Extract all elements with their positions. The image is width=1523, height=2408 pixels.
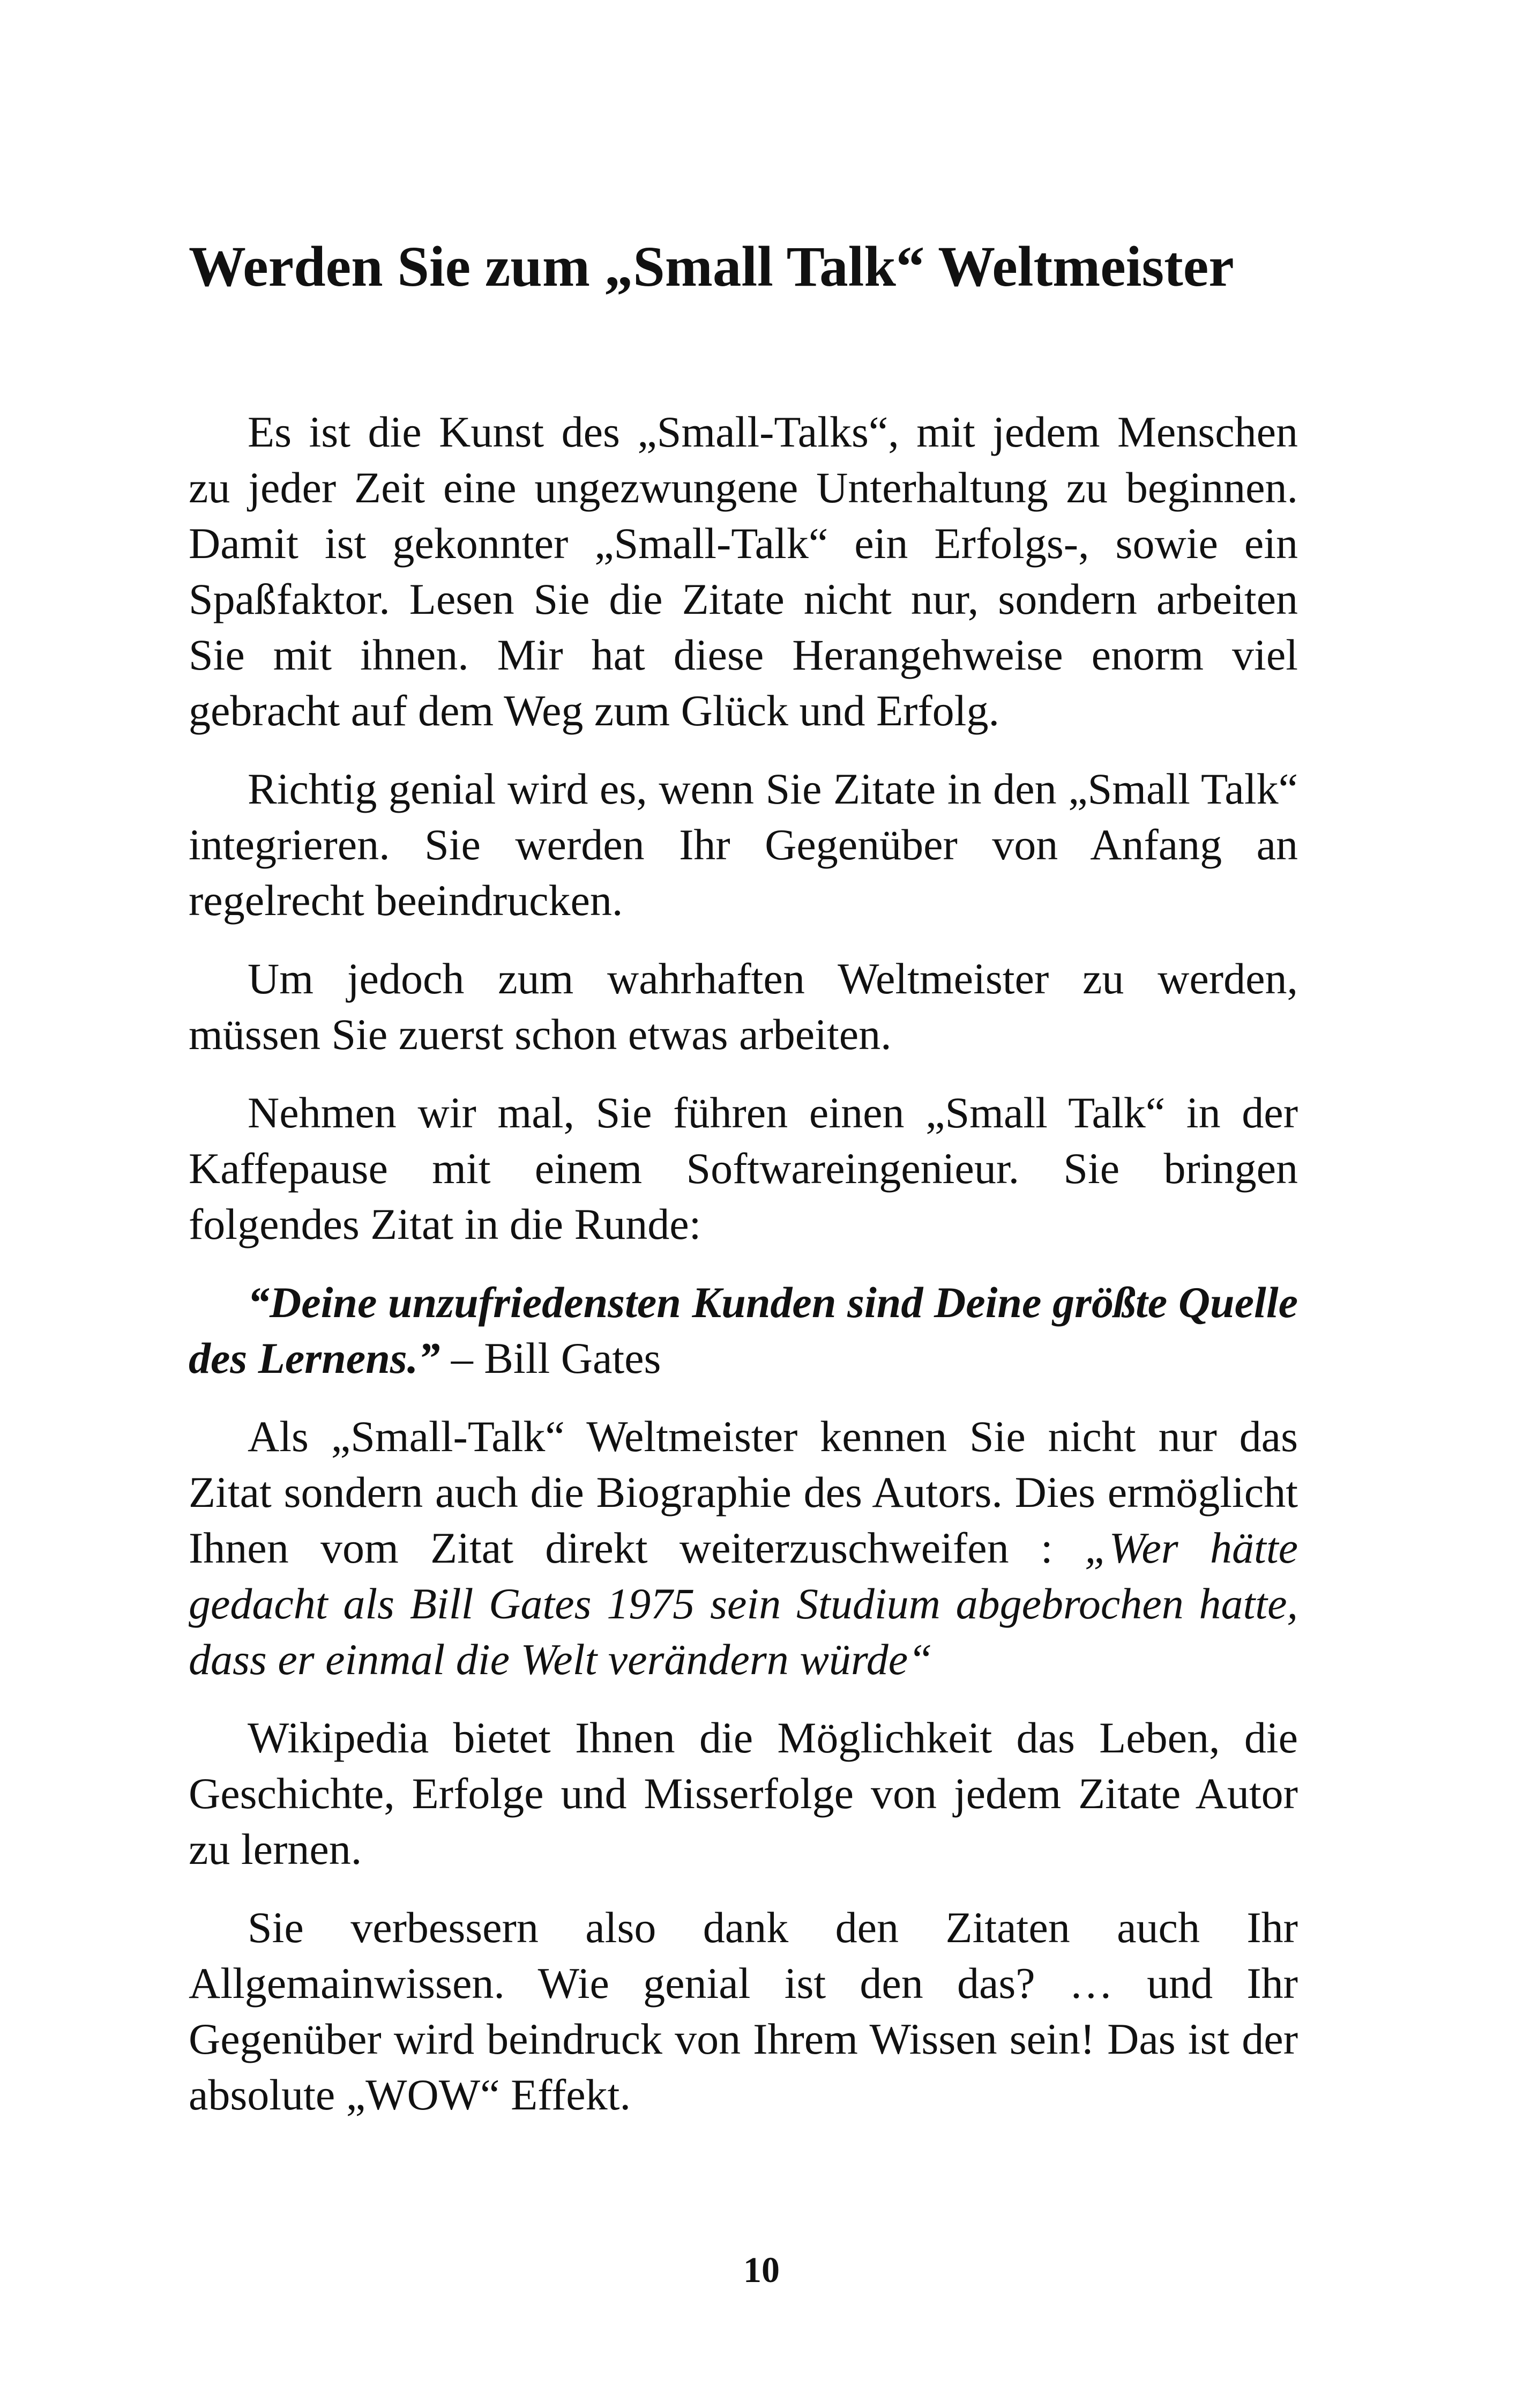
featured-quote [189,1275,1298,1386]
biography-example-quote: „Wer hätte gedacht als Bill Gates 1975 sein Studium abgebrochen hatte, dass er einmal die Welt verändern würde“ [189,1523,1298,1684]
paragraph-integrate-quotes: Richtig genial wird es, wenn Sie Zitate in den „Small Talk“ integrieren. Sie werden Ihr Gegenüber von Anfang an regelrecht beeindrucken. [189,764,1298,925]
chapter-body [189,404,1298,2123]
paragraph-wikipedia: Wikipedia bietet Ihnen die Möglichkeit das Leben, die Geschichte, Erfolge und Misserfolge von jedem Zitate Autor zu lernen. [189,1713,1298,1874]
biography-lead-text: Als „Small-Talk“ Weltmeister kennen Sie nicht nur das Zitat sondern auch die Biographie des Autors. Dies ermöglicht Ihnen vom Zitat direkt weiterzuschweifen : [189,1411,1298,1572]
chapter-heading: Werden Sie zum „Small Talk“ Weltmeister [189,235,1234,299]
paragraph-general-knowledge: Sie verbessern also dank den Zitaten auch Ihr Allgemainwissen. Wie genial ist den das? … und Ihr Gegenüber wird beindruck von Ihrem Wissen sein! Das ist der absolute „WOW“ Effekt. [189,1902,1298,2119]
paragraph-example-scenario: Nehmen wir mal, Sie führen einen „Small Talk“ in der Kaffepause mit einem Softwareingenieur. Sie bringen folgendes Zitat in die Runde: [189,1088,1298,1248]
quote-author: – Bill Gates [440,1333,661,1383]
paragraph-become-champion: Um jedoch zum wahrhaften Weltmeister zu werden, müssen Sie zuerst schon etwas arbeiten. [189,954,1298,1059]
paragraph-intro: Es ist die Kunst des „Small-Talks“, mit jedem Menschen zu jeder Zeit eine ungezwungene Unterhaltung zu beginnen. Damit ist gekonnter „Small-Talk“ ein Erfolgs-, sowie ein Spaßfaktor. Lesen Sie die Zitate nicht nur, sondern arbeiten Sie mit ihnen. Mir hat diese Herangehweise enorm viel gebracht auf dem Weg zum Glück und Erfolg. [189,407,1298,735]
book-page [189,236,1298,2145]
quote-text: “Deine unzufriedensten Kunden sind Deine größte Quelle des Lernens.” [189,1277,1298,1383]
paragraph-biography [189,1409,1298,1688]
page-number: 10 [743,2249,780,2290]
